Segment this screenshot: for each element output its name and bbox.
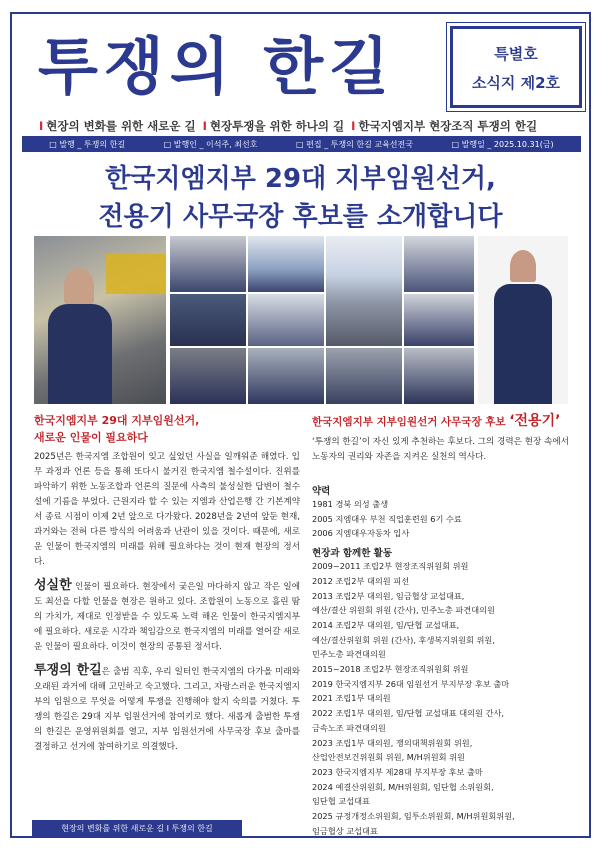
candidate-name: ‘전용기’	[509, 413, 561, 429]
bio-title: 약력	[312, 486, 331, 497]
issue-number: 소식지 제2호	[471, 74, 561, 92]
issue-type: 특별호	[494, 45, 538, 63]
photo-group	[248, 348, 324, 404]
activity-item: 2023 조립1부 대의원, 쟁의대책위원회 위원,	[312, 737, 473, 748]
activity-item: 2013 조립2부 대의원, 임금협상 교섭대표,	[312, 590, 465, 601]
article-column-left	[34, 412, 300, 755]
photo-meeting-2	[404, 236, 474, 292]
activity-item: 2023 한국지엠지부 제28대 부지부장 후보 출마	[312, 766, 483, 777]
activity-list	[312, 559, 570, 838]
photo-assembly	[404, 348, 474, 404]
bio-item: 2005 지엠대우 부천 직업훈련원 6기 수료	[312, 513, 462, 524]
photo-candidate-portrait	[478, 236, 568, 404]
photo-rally-1	[170, 294, 246, 346]
publication-info-bar	[22, 136, 581, 152]
info-date: □ 발행일 _ 2025.10.31(금)	[451, 139, 554, 149]
bio-item: 2006 지엠대우자동차 입사	[312, 528, 410, 539]
activity-item: 2025 규정개정소위원회, 임투소위원회, M/H위원회위원,	[312, 811, 515, 822]
activity-item: 2022 조립1부 대의원, 임/단협 교섭대표 대의원 간사,	[312, 708, 504, 719]
activity-item: 민주노총 파견대의원	[312, 649, 386, 660]
paragraph-3-lead: 투쟁의 한길	[34, 663, 102, 678]
activity-item: 2012 조립2부 대의원 피선	[312, 575, 410, 586]
activity-item: 예산/결산위원회 위원 (간사), 후생복지위원회 위원,	[312, 634, 495, 645]
photo-road-march	[326, 236, 402, 346]
slogan-item-3: 한국지엠지부 현장조직 투쟁의 한길	[358, 119, 538, 133]
article-heading-line1: 한국지엠지부 29대 지부임원선거,	[34, 414, 200, 427]
masthead-title: 투쟁의 한길	[38, 30, 396, 103]
paragraph-2-body: 인물이 필요하다. 현장에서 궂은일 마다하지 않고 작은 일에도 최선을 다할 인물을 현장은 원하고 있다. 조합원이 노동으로 흘린 땀의 가치가, 제대로 인정받을 수 있도록 노력 해온 인물이 한국지엠지부에 필요하다. 새로운 시각과 책임감으로 한국지엠의 미래를 열어갈 새로운 인물이 필요하다. 이것이 현장의 공통된 정서다.	[34, 582, 300, 652]
activity-item: 임단협 교섭대표	[312, 796, 370, 807]
activity-item: 임금협상 교섭대표	[312, 825, 378, 836]
photo-march-1	[248, 236, 324, 292]
info-publisher: □ 발행 _ 투쟁의 한길	[49, 139, 126, 149]
paragraph-2-lead: 성실한	[34, 578, 72, 593]
candidate-intro: ‘투쟁의 한길’이 자신 있게 추천하는 후보다. 그의 경력은 현장 속에서 노동자의 권리와 자존을 지켜온 실천의 역사다.	[312, 437, 569, 462]
activity-item: 2019 한국지엠지부 26대 임원선거 부지부장 후보 출마	[312, 678, 510, 689]
info-editor: □ 편집 _ 투쟁의 한길 교육선전국	[295, 139, 413, 149]
photo-march-2	[248, 294, 324, 346]
slogan-item-1: 현장의 변화를 위한 새로운 길	[46, 119, 196, 133]
photo-rally-2	[170, 348, 246, 404]
article-heading-line2: 새로운 인물이 필요하다	[34, 431, 148, 444]
headline	[12, 160, 589, 236]
candidate-column-right	[312, 412, 570, 838]
article-paragraph-1: 2025년은 한국지엠 조합원이 잊고 싶었던 사실을 일깨워준 해였다. 입무 과정과 언론 등을 통해 또다시 불거진 한국지엠 철수설이다. 진위를 파악하기 위한 노동조합과 언론의 질문에 사측의 불성실한 답변이 철수설에 기름을 부었다. 근원지라 할 수 있는 지엠과 산업은행 간 기본계약서 종료 시점이 이제 2년 앞으로 다가왔다. 2028년을 2년여 앞둔 현재, 과거와는 전혀 다른 방식의 어려움과 난관이 있을 것이다. 때문에, 새로운 인물이 한국지엠의 미래를 위해 필요하다는 것이 현재 현장의 정서다.	[34, 452, 300, 567]
activity-item: 2021 조립1부 대의원	[312, 693, 391, 704]
photo-gathering	[326, 348, 402, 404]
photo-factory-worker	[34, 236, 166, 404]
photo-meeting-1	[170, 236, 246, 292]
slogan-item-2: 현장투쟁을 위한 하나의 길	[209, 119, 345, 133]
activity-item: 2014 조립2부 대의원, 임/단협 교섭대표,	[312, 619, 460, 630]
photo-collage	[34, 236, 568, 404]
slogan-line	[36, 118, 537, 134]
article-paragraph-2	[34, 578, 300, 655]
paragraph-3-body: 은 출범 직후, 우리 일터인 한국지엠의 다가올 미래와 오래된 과거에 대해 고민하고 숙고했다. 그리고, 자랑스러운 한국지엠지부의 임원으로 무엇을 어떻게 투쟁을 진행해야 할지 숙의를 거쳤다. 투쟁의 한길은 29대 지부 임원선거에 참여키로 했다. 새롭게 출범한 투쟁의 한길은 운영위원회를 열고, 지부 임원선거에 사무국장 후보 출마를 결정하고 선거에 참여하기로 의결했다.	[34, 667, 301, 752]
candidate-heading-text: 한국지엠지부 지부임원선거 사무국장 후보	[312, 416, 510, 428]
activity-item: 2009~2011 조립2부 현장조직위원회 위원	[312, 561, 469, 572]
bio-item: 1981 경북 의성 출생	[312, 499, 389, 509]
article-paragraph-3	[34, 663, 300, 755]
photo-meeting-3	[404, 294, 474, 346]
newsletter-page	[10, 12, 591, 838]
bio-list	[312, 497, 570, 541]
slogan-separator: I	[202, 119, 207, 133]
activity-title: 현장과 함께한 활동	[312, 548, 393, 560]
activity-item: 산업안전보건위원회 위원, M/H위원회 위원	[312, 752, 465, 763]
info-issuer: □ 발행인 _ 이석주, 최선호	[163, 139, 258, 149]
candidate-heading	[312, 412, 570, 431]
footer-bar: 현장의 변화를 위한 새로운 길 I 투쟁의 한길	[32, 820, 242, 836]
activity-item: 예산/결산 위원회 위원 (간사), 민주노총 파견대의원	[312, 605, 495, 616]
activity-item: 금속노조 파견대의원	[312, 722, 386, 733]
headline-line2: 전용기 사무국장 후보를 소개합니다	[98, 202, 503, 232]
headline-line1: 한국지엠지부 29대 지부임원선거,	[105, 164, 496, 194]
activity-item: 2024 예결산위원회, M/H위원회, 임단협 소위원회,	[312, 781, 494, 792]
slogan-separator: I	[39, 119, 44, 133]
activity-item: 2015~2018 조립2부 현장조직위원회 위원	[312, 664, 469, 675]
slogan-separator: I	[351, 119, 356, 133]
issue-box	[450, 26, 582, 108]
